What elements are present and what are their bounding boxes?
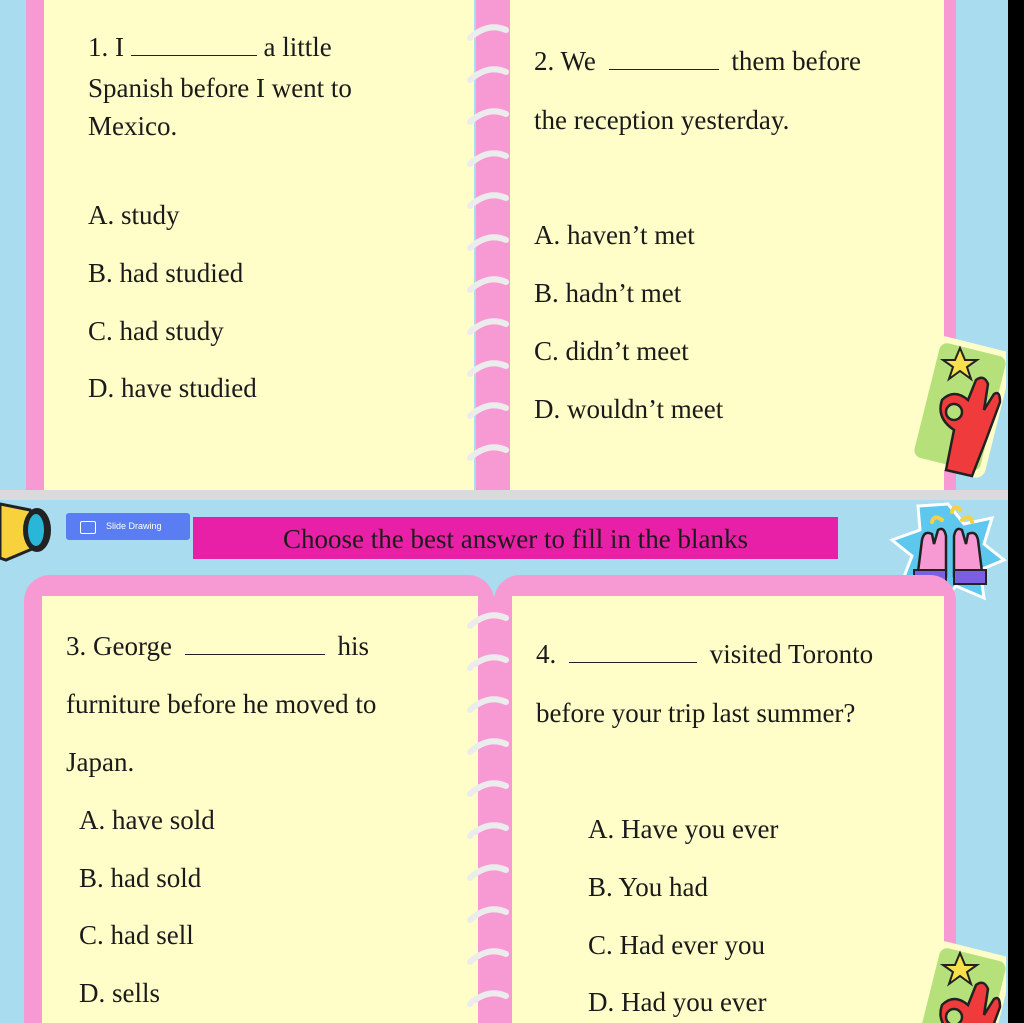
q4-number: 4. bbox=[536, 639, 557, 669]
q2-after: them before bbox=[731, 46, 862, 76]
q3-line2: furniture before he moved to bbox=[66, 689, 377, 719]
slide-drawing-label: Slide Drawing bbox=[106, 521, 162, 531]
q2-stem bbox=[534, 48, 861, 75]
q3-stem bbox=[66, 633, 369, 660]
instruction-banner: Choose the best answer to fill in the blanks bbox=[193, 517, 838, 559]
q1-option-c[interactable]: C. had study bbox=[88, 316, 224, 346]
q3-option-a[interactable]: A. have sold bbox=[79, 805, 215, 835]
q4-blank bbox=[569, 662, 697, 663]
top-rings bbox=[458, 0, 528, 495]
megaphone-icon bbox=[0, 500, 56, 566]
q4-stem bbox=[536, 641, 873, 668]
q2-line2: the reception yesterday. bbox=[534, 105, 790, 135]
q3-line3: Japan. bbox=[66, 747, 135, 777]
q3-option-c[interactable]: C. had sell bbox=[79, 920, 194, 950]
q2-option-c[interactable]: C. didn’t meet bbox=[534, 336, 689, 366]
q1-blank bbox=[131, 55, 257, 56]
spiral-rings-icon bbox=[458, 0, 528, 490]
q3-option-b[interactable]: B. had sold bbox=[79, 863, 202, 893]
q4-option-c[interactable]: C. Had ever you bbox=[588, 930, 765, 960]
ok-hand-icon bbox=[906, 935, 1006, 1023]
ok-hand-sticker bbox=[906, 330, 1006, 480]
ok-hand-icon bbox=[906, 330, 1006, 480]
megaphone-sticker bbox=[0, 500, 56, 566]
q3-after: his bbox=[337, 631, 369, 661]
slide-drawing-button[interactable] bbox=[66, 513, 190, 540]
q1-option-b[interactable]: B. had studied bbox=[88, 258, 244, 288]
q1-stem bbox=[88, 34, 332, 61]
q2-option-b[interactable]: B. hadn’t met bbox=[534, 278, 682, 308]
q1-after: a little bbox=[263, 32, 332, 62]
q2-blank bbox=[609, 69, 719, 70]
q2-option-a[interactable]: A. haven’t met bbox=[534, 220, 695, 250]
q1-line3: Mexico. bbox=[88, 111, 178, 141]
q1-option-d[interactable]: D. have studied bbox=[88, 373, 257, 403]
section-divider bbox=[0, 490, 1008, 500]
q2-number: 2. We bbox=[534, 46, 596, 76]
q3-number: 3. George bbox=[66, 631, 172, 661]
q4-option-b[interactable]: B. You had bbox=[588, 872, 709, 902]
q3-blank bbox=[185, 654, 325, 655]
q4-option-d[interactable]: D. Had you ever bbox=[588, 987, 767, 1017]
q1-option-a[interactable]: A. study bbox=[88, 200, 180, 230]
q1-line2: Spanish before I went to bbox=[88, 73, 352, 103]
q4-after: visited Toronto bbox=[709, 639, 874, 669]
drawing-icon bbox=[80, 521, 96, 534]
top-left-pink-border bbox=[26, 0, 44, 490]
bottom-rings bbox=[458, 596, 528, 1023]
q4-option-a[interactable]: A. Have you ever bbox=[588, 814, 779, 844]
q1-number: 1. I bbox=[88, 32, 124, 62]
q2-option-d[interactable]: D. wouldn’t meet bbox=[534, 394, 724, 424]
q4-line2: before your trip last summer? bbox=[536, 698, 856, 728]
q3-option-d[interactable]: D. sells bbox=[79, 978, 161, 1008]
spiral-rings-icon bbox=[458, 596, 528, 1023]
ok-hand-sticker-bottom bbox=[906, 935, 1006, 1023]
